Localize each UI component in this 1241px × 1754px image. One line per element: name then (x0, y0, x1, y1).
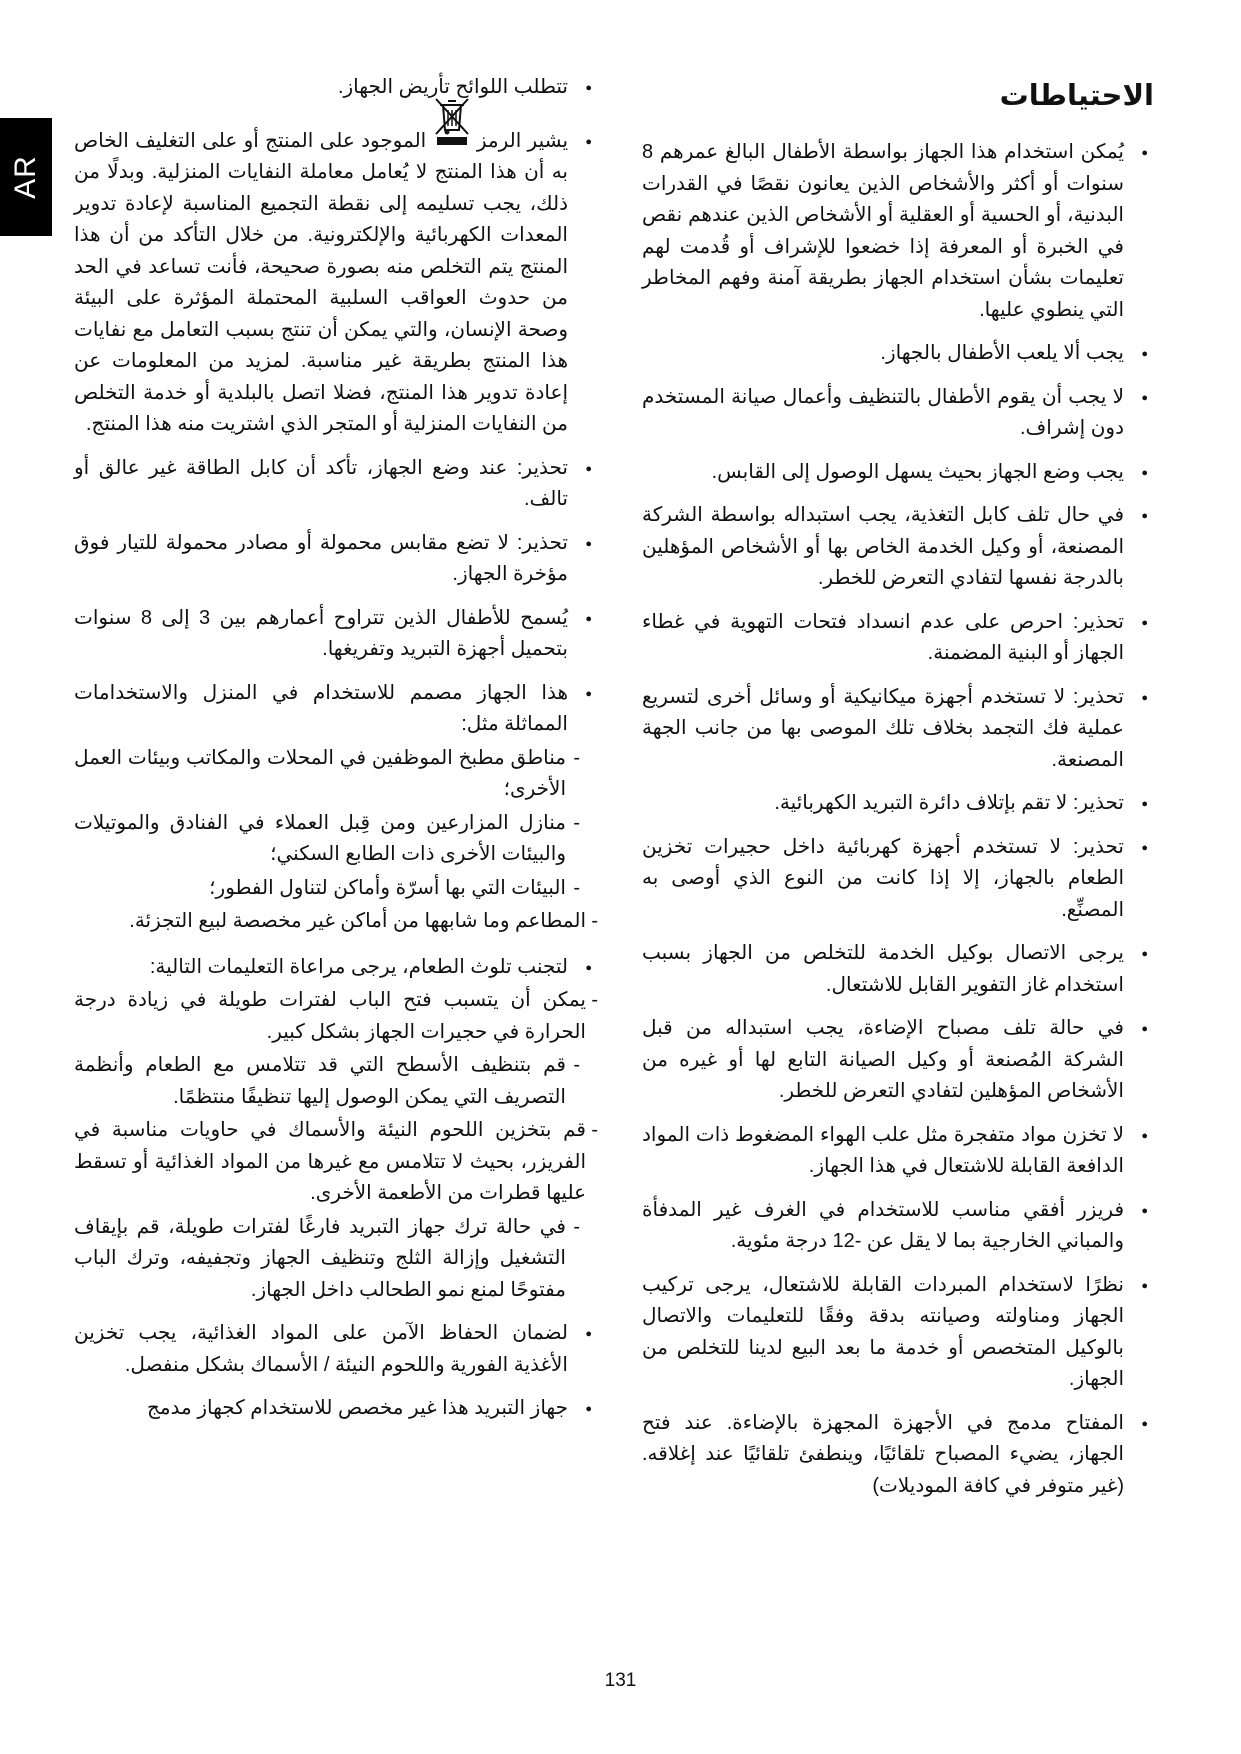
list-item: ● يجب ألا يلعب الأطفال بالجهاز. (642, 338, 1154, 370)
weee-text-before: يشير الرمز (476, 129, 569, 152)
weee-text-after: الموجود على المنتج أو على التغليف الخاص به أن هذا المنتج لا يُعامل معاملة النفايات المنزلية. وبدلًا من ذلك، يجب تسليمه إلى نقطة التجميع المناسبة لإعادة تدوير المعدات الكهربائية والإلكترونية. من خلال التأكد من أن هذا المنتج يتم التخلص منه بصورة صحيحة، فأنت تساعد في الحد من حدوث العواقب السلبية المحتملة المؤثرة على البيئة وصحة الإنسان، والتي يمكن أن تنتج بسبب التعامل مع نفايات هذا المنتج بطريقة غير مناسبة. لمزيد من المعلومات عن إعادة تدوير هذا المنتج، فضلا اتصل بالبلدية أو خدمة التخلص من النفايات المنزلية أو المتجر الذي اشتريت منه هذا المنتج. (74, 129, 569, 435)
list-item: ● لضمان الحفاظ الآمن على المواد الغذائية، يجب تخزين الأغذية الفورية واللحوم النيئة / الأسماك بشكل منفصل. (74, 1318, 598, 1381)
list-item: ● تحذير: لا تستخدم أجهزة كهربائية داخل حجيرات تخزين الطعام بالجهاز، إلا إذا كانت من النوع الذي أوصى به المصنِّع. (642, 832, 1154, 927)
precautions-column-right (642, 72, 1154, 1514)
list-item: ● يرجى الاتصال بوكيل الخدمة للتخلص من الجهاز بسبب استخدام غاز التفوير القابل للاشتعال. (642, 938, 1154, 1001)
dash-item: - قم بتخزين اللحوم النيئة والأسماك في حاويات مناسبة في الفريزر، بحيث لا تتلامس مع غيرها من المواد الغذائية أو تسقط عليها قطرات من الأطعمة الأخرى. (74, 1115, 598, 1210)
precautions-list (642, 137, 1154, 1502)
dash-item: - قم بتنظيف الأسطح التي قد تتلامس مع الطعام وأنظمة التصريف التي يمكن الوصول إليها تنظيفًا منتظمًا. (74, 1050, 598, 1113)
dash-item: - في حالة ترك جهاز التبريد فارغًا لفترات طويلة، قم بإيقاف التشغيل وإزالة الثلج وتنظيف الجهاز وتجفيفه، وترك الباب مفتوحًا لمنع نمو الطحالب داخل الجهاز. (74, 1212, 598, 1307)
list-item: ● يجب وضع الجهاز بحيث يسهل الوصول إلى القابس. (642, 457, 1154, 489)
precautions-list-end (74, 1318, 598, 1425)
language-tab (0, 118, 52, 236)
list-item: ● في حال تلف كابل التغذية، يجب استبداله بواسطة الشركة المصنعة، أو وكيل الخدمة الخاص بها أو الأشخاص المؤهلين بالدرجة نفسها لتفادي التعرض للخطر. (642, 500, 1154, 595)
list-item: ● تحذير: لا تضع مقابس محمولة أو مصادر محمولة للتيار فوق مؤخرة الجهاز. (74, 528, 598, 591)
dash-item: - منازل المزارعين ومن قِبل العملاء في الفنادق والموتيلات والبيئات الأخرى ذات الطابع السكني؛ (74, 808, 598, 871)
list-item: ● تحذير: لا تقم بإتلاف دائرة التبريد الكهربائية. (642, 788, 1154, 820)
list-item: ● لا تخزن مواد متفجرة مثل علب الهواء المضغوط ذات المواد الدافعة القابلة للاشتعال في هذا الجهاز. (642, 1120, 1154, 1183)
list-item: ● يُسمح للأطفال الذين تتراوح أعمارهم بين 3 إلى 8 سنوات بتحميل أجهزة التبريد وتفريغها. (74, 603, 598, 666)
list-item: ● تحذير: عند وضع الجهاز، تأكد أن كابل الطاقة غير عالق أو تالف. (74, 453, 598, 516)
list-item: ● جهاز التبريد هذا غير مخصص للاستخدام كجهاز مدمج (74, 1393, 598, 1425)
dash-item: - البيئات التي بها أسرّة وأماكن لتناول الفطور؛ (74, 873, 598, 905)
contamination-list-intro (74, 952, 598, 984)
precautions-list-continued (74, 72, 598, 741)
language-tab-label: AR (9, 155, 42, 199)
list-item: ● يُمكن استخدام هذا الجهاز بواسطة الأطفال البالغ عمرهم 8 سنوات أو أكثر والأشخاص الذين يعانون نقصًا في القدرات البدنية، أو الحسية أو العقلية أو الأشخاص الذين عندهم نقص في الخبرة أو المعرفة إذا خضعوا للإشراف أو قُدمت لهم تعليمات بشأن استخدام الجهاز بطريقة آمنة وفهم المخاطر التي ينطوي عليها. (642, 137, 1154, 326)
list-item: ● هذا الجهاز مصمم للاستخدام في المنزل والاستخدامات المماثلة مثل: (74, 678, 598, 741)
crossed-out-wheeled-bin-icon (433, 127, 471, 147)
precautions-column-left (74, 72, 598, 1437)
page-number: 131 (604, 1670, 637, 1691)
list-item: ● تحذير: احرص على عدم انسداد فتحات التهوية في غطاء الجهاز أو البنية المضمنة. (642, 607, 1154, 670)
list-item-grounding: ● تتطلب اللوائح تأريض الجهاز. (74, 72, 598, 104)
list-item: ● المفتاح مدمج في الأجهزة المجهزة بالإضاءة. عند فتح الجهاز، يضيء المصباح تلقائيًا، وينطفئ تلقائيًا عند إغلاقه. (غير متوفر في كافة الموديلات) (642, 1408, 1154, 1503)
section-title: الاحتياطات (999, 80, 1154, 112)
dash-item: - يمكن أن يتسبب فتح الباب لفترات طويلة في زيادة درجة الحرارة في حجيرات الجهاز بشكل كبير. (74, 985, 598, 1048)
list-item: ● تحذير: لا تستخدم أجهزة ميكانيكية أو وسائل أخرى لتسريع عملية فك التجمد بخلاف تلك الموصى بها من جانب الجهة المصنعة. (642, 682, 1154, 777)
list-item: ● لا يجب أن يقوم الأطفال بالتنظيف وأعمال صيانة المستخدم دون إشراف. (642, 382, 1154, 445)
list-item: ● في حالة تلف مصباح الإضاءة، يجب استبداله من قبل الشركة المُصنعة أو وكيل الصيانة التابع لها أو غيره من الأشخاص المؤهلين لتفادي التعرض للخطر. (642, 1013, 1154, 1108)
list-item: ● لتجنب تلوث الطعام، يرجى مراعاة التعليمات التالية: (74, 952, 598, 984)
dash-item: - مناطق مطبخ الموظفين في المحلات والمكاتب وبيئات العمل الأخرى؛ (74, 743, 598, 806)
list-item: ● نظرًا لاستخدام المبردات القابلة للاشتعال، يرجى تركيب الجهاز ومناولته وصيانته بدقة وفقًا للتعليمات والاتصال بالوكيل المتخصص أو خدمة ما بعد البيع لدينا للتخلص من الجهاز. (642, 1270, 1154, 1396)
list-item-weee (74, 126, 598, 441)
household-uses-list (74, 743, 598, 938)
contamination-list (74, 985, 598, 1306)
dash-item: - المطاعم وما شابهها من أماكن غير مخصصة لبيع التجزئة. (74, 906, 598, 938)
list-item: ● فريزر أفقي مناسب للاستخدام في الغرف غير المدفأة والمباني الخارجية بما لا يقل عن -12 درجة مئوية. (642, 1195, 1154, 1258)
